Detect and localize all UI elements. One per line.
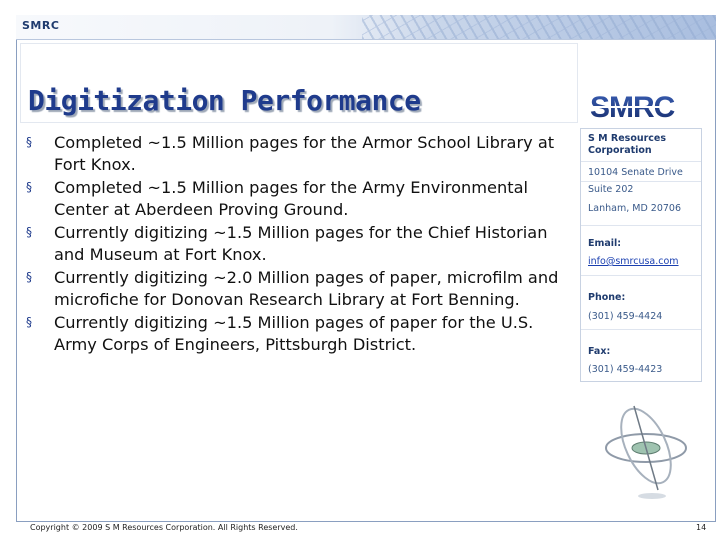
bullet-icon: § xyxy=(26,135,32,149)
list-item xyxy=(26,132,566,175)
divider xyxy=(581,275,701,276)
fax-label: Fax: xyxy=(588,346,611,357)
bullet-list xyxy=(26,132,566,357)
bullet-icon: § xyxy=(26,225,32,239)
address-line3: Lanham, MD 20706 xyxy=(588,203,682,214)
bullet-icon: § xyxy=(26,270,32,284)
bullet-icon: § xyxy=(26,315,32,329)
address-line1: 10104 Senate Drive xyxy=(588,167,683,178)
smrc-logo xyxy=(588,90,698,124)
company-name-line2: Corporation xyxy=(588,145,652,156)
divider xyxy=(581,225,701,226)
email-link[interactable]: info@smrcusa.com xyxy=(588,256,679,267)
header-brand: SMRC xyxy=(22,19,60,32)
gyroscope-image xyxy=(596,388,696,508)
phone-number: (301) 459-4424 xyxy=(588,311,663,322)
header-pattern xyxy=(362,15,716,39)
bullet-text: Currently digitizing ~2.0 Million pages of paper, microfilm and microfiche for Donovan Research Library at Fort Benning. xyxy=(54,268,559,309)
list-item xyxy=(26,267,566,310)
list-item xyxy=(26,177,566,220)
divider xyxy=(581,329,701,330)
list-item xyxy=(26,222,566,265)
bullet-text: Completed ~1.5 Million pages for the Army Environmental Center at Aberdeen Proving Ground. xyxy=(54,178,528,219)
bullet-text: Currently digitizing ~1.5 Million pages for the Chief Historian and Museum at Fort Knox. xyxy=(54,223,548,264)
fax-number: (301) 459-4423 xyxy=(588,364,663,375)
phone-label: Phone: xyxy=(588,292,626,303)
contact-panel xyxy=(580,128,702,382)
list-item xyxy=(26,312,566,355)
divider xyxy=(581,161,701,162)
copyright-text: Copyright © 2009 S M Resources Corporation. All Rights Reserved. xyxy=(30,523,298,532)
email-label: Email: xyxy=(588,238,622,249)
page-number: 14 xyxy=(696,523,707,532)
bullet-icon: § xyxy=(26,180,32,194)
company-name-line1: S M Resources xyxy=(588,133,667,144)
bullet-text: Currently digitizing ~1.5 Million pages of paper for the U.S. Army Corps of Engineers, Pittsburgh District. xyxy=(54,313,534,354)
page-title: Digitization Performance xyxy=(28,84,421,117)
logo-text: SMRC xyxy=(590,91,675,124)
bullet-text: Completed ~1.5 Million pages for the Armor School Library at Fort Knox. xyxy=(54,133,555,174)
divider xyxy=(581,181,701,182)
address-line2: Suite 202 xyxy=(588,184,634,195)
